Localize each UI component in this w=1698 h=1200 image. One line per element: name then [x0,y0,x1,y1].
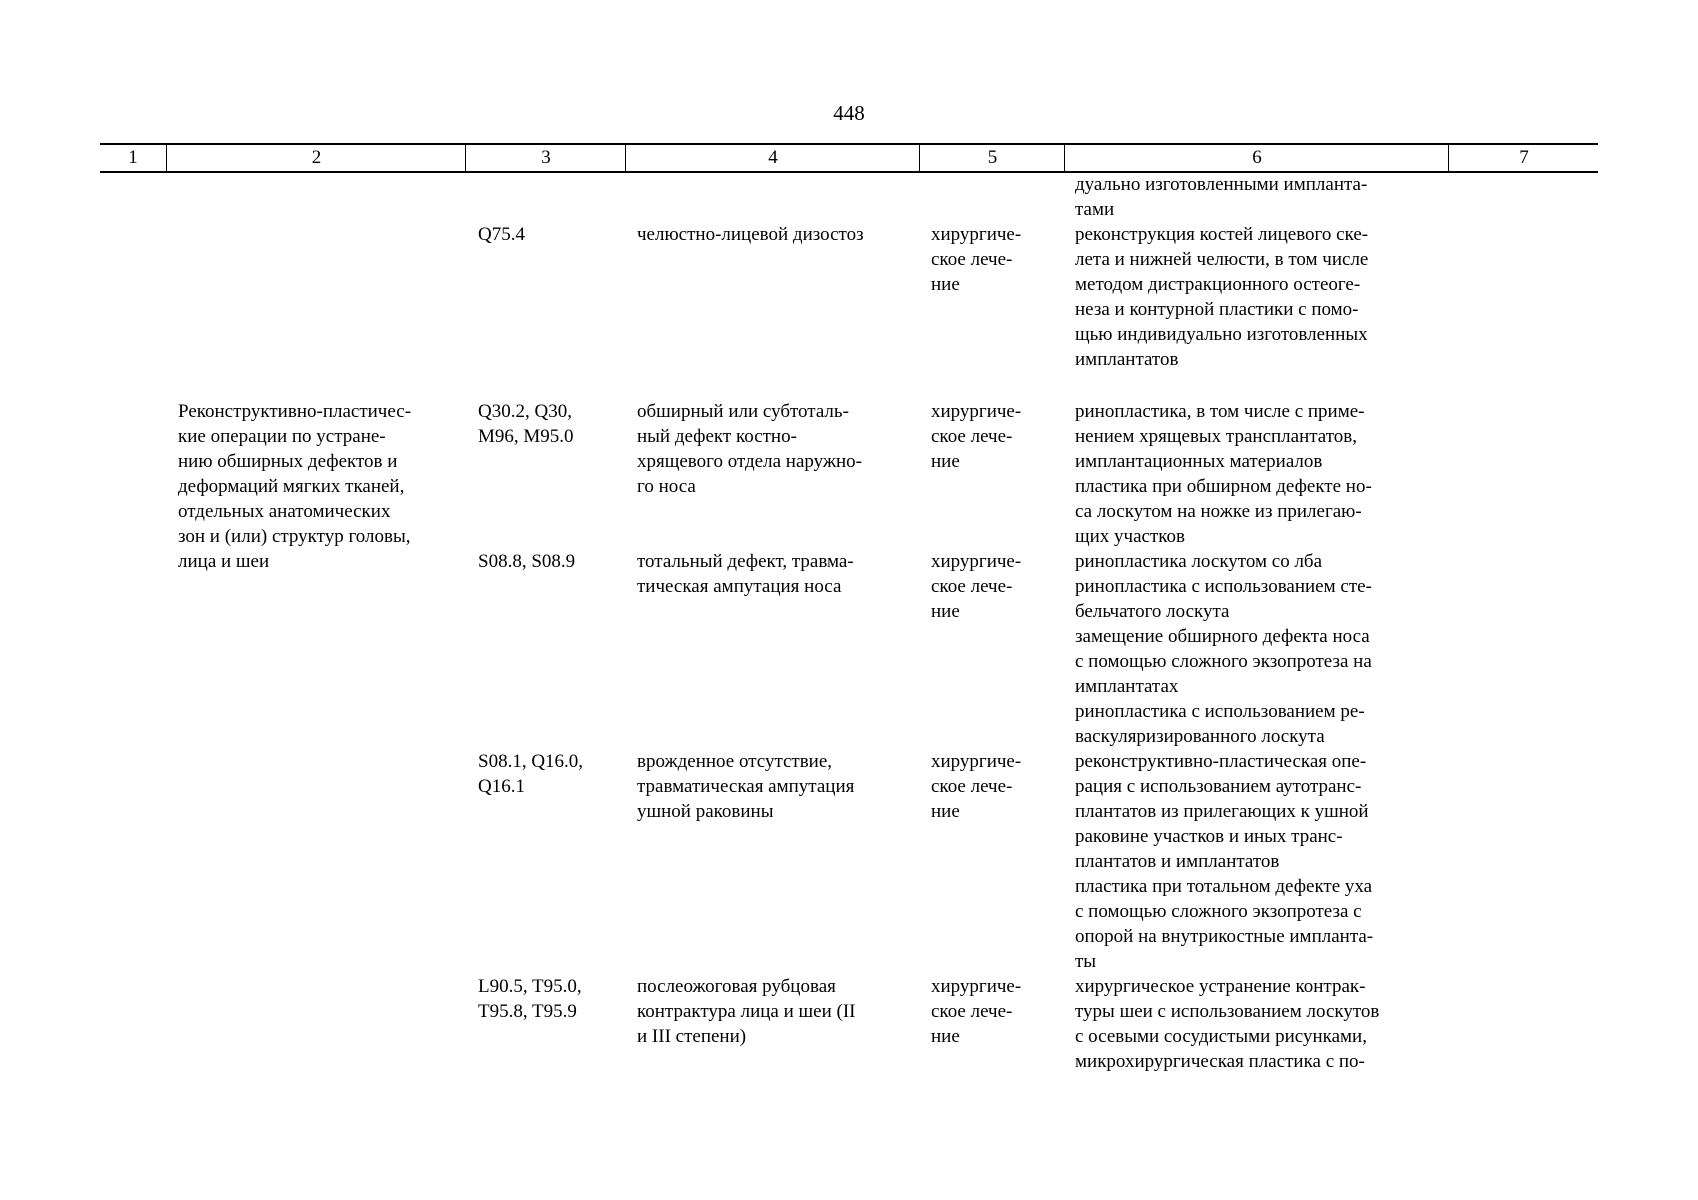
text-line: M96, M95.0 [478,426,574,447]
text-line: S08.8, S08.9 [478,551,576,572]
column-header-1: 1 [128,147,138,168]
text-line: с помощью сложного экзопротеза на [1075,651,1372,672]
text-line: плантатов и имплантатов [1075,851,1280,872]
text-line: деформаций мягких тканей, [178,476,405,497]
treatment-cell-s08-8 [931,549,1055,624]
text-line: реконструкция костей лицевого ске- [1075,224,1369,245]
code-cell-l90 [478,974,618,1024]
text-line: плантатов из прилегающих к ушной [1075,801,1369,822]
text-line: ское лече- [931,776,1013,797]
text-line: щих участков [1075,526,1186,547]
text-line: хирургиче- [931,751,1022,772]
diagnosis-cell-q75 [637,222,911,247]
text-line: дуально изготовленными импланта- [1075,174,1368,195]
column-header-2: 2 [166,145,466,171]
text-line: травматическая ампутация [637,776,855,797]
text-line: ние [931,601,960,622]
text-line: с помощью сложного экзопротеза с [1075,901,1362,922]
text-line: ушной раковины [637,801,774,822]
text-line: ское лече- [931,576,1013,597]
text-line: ный дефект костно- [637,426,797,447]
code-cell-s08-1 [478,749,618,799]
group-title-cell [178,399,457,574]
text-line: хирургиче- [931,551,1022,572]
text-line: зон и (или) структур головы, [178,526,411,547]
column-header-5: 5 [919,145,1065,171]
method-cell-q30 [1075,399,1439,549]
page-number: 448 [833,101,865,125]
text-line: ринопластика с использованием ре- [1075,701,1365,722]
text-line: са лоскутом на ножке из прилегаю- [1075,501,1362,522]
text-line: Реконструктивно-пластичес- [178,401,412,422]
method-cell-s08-1 [1075,749,1439,974]
text-line: контрактура лица и шеи (II [637,1001,856,1022]
text-line: с осевыми сосудистыми рисунками, [1075,1026,1367,1047]
method-cell-s08-8 [1075,549,1439,749]
column-header-3: 3 [465,145,626,171]
column-header-6: 6 [1064,145,1449,171]
text-line: методом дистракционного остеоге- [1075,274,1361,295]
text-line: ты [1075,951,1097,972]
text-line: лета и нижней челюсти, в том числе [1075,249,1369,270]
treatment-cell-s08-1 [931,749,1055,824]
text-line: хрящевого отдела наружно- [637,451,863,472]
diagnosis-cell-q30 [637,399,911,499]
text-line: тами [1075,199,1115,220]
text-line: тотальный дефект, травма- [637,551,854,572]
text-line: замещение обширного дефекта носа [1075,626,1370,647]
text-line: отдельных анатомических [178,501,391,522]
text-line: щью индивидуально изготовленных [1075,324,1368,345]
text-line: рация с использованием аутотранс- [1075,776,1362,797]
text-line: пластика при обширном дефекте но- [1075,476,1372,497]
text-line: врожденное отсутствие, [637,751,833,772]
text-line: опорой на внутрикостные импланта- [1075,926,1374,947]
text-line: ние [931,451,960,472]
text-line: неза и контурной пластики с помо- [1075,299,1359,320]
text-line: ское лече- [931,426,1013,447]
text-line: хирургиче- [931,401,1022,422]
text-line: го носа [637,476,696,497]
text-line: ние [931,274,960,295]
text-line: послеожоговая рубцовая [637,976,836,997]
text-line: обширный или субтоталь- [637,401,849,422]
text-line: кие операции по устране- [178,426,386,447]
text-line: Q30.2, Q30, [478,401,572,422]
text-line: имплантатах [1075,676,1179,697]
column-header-7: 7 [1448,145,1599,171]
text-line: хирургиче- [931,976,1022,997]
text-line: раковине участков и иных транс- [1075,826,1343,847]
text-line: ское лече- [931,1001,1013,1022]
text-line: S08.1, Q16.0, [478,751,584,772]
treatment-cell-l90 [931,974,1055,1049]
table-header-row [100,143,1598,173]
diagnosis-cell-s08-1 [637,749,911,824]
text-line: имплантационных материалов [1075,451,1323,472]
text-line: микрохирургическая пластика с по- [1075,1051,1365,1072]
text-line: L90.5, T95.0, [478,976,582,997]
text-line: туры шеи с использованием лоскутов [1075,1001,1380,1022]
text-line: нением хрящевых трансплантатов, [1075,426,1358,447]
code-cell-s08-8 [478,549,618,574]
text-line: T95.8, T95.9 [478,1001,577,1022]
diagnosis-cell-l90 [637,974,911,1049]
text-line: ринопластика лоскутом со лба [1075,551,1323,572]
continuation-method-cell [1075,172,1439,222]
text-line: нию обширных дефектов и [178,451,398,472]
text-line: хирургическое устранение контрак- [1075,976,1366,997]
method-cell-l90 [1075,974,1439,1074]
text-line: хирургиче- [931,224,1022,245]
text-line: лица и шеи [178,551,270,572]
text-line: ринопластика с использованием сте- [1075,576,1372,597]
text-line: ское лече- [931,249,1013,270]
method-cell-q75 [1075,222,1439,372]
text-line: тическая ампутация носа [637,576,842,597]
code-cell-q30 [478,399,618,449]
text-line: челюстно-лицевой дизостоз [637,224,864,245]
column-header-4: 4 [625,145,920,171]
treatment-cell-q75 [931,222,1055,297]
text-line: Q75.4 [478,224,525,245]
code-cell-q75 [478,222,618,247]
diagnosis-cell-s08-8 [637,549,911,599]
text-line: и III степени) [637,1026,747,1047]
text-line: Q16.1 [478,776,525,797]
text-line: ринопластика, в том числе с приме- [1075,401,1365,422]
text-line: васкуляризированного лоскута [1075,726,1325,747]
text-line: бельчатого лоскута [1075,601,1230,622]
text-line: имплантатов [1075,349,1179,370]
text-line: пластика при тотальном дефекте уха [1075,876,1373,897]
text-line: ние [931,1026,960,1047]
text-line: ние [931,801,960,822]
text-line: реконструктивно-пластическая опе- [1075,751,1367,772]
treatment-cell-q30 [931,399,1055,474]
